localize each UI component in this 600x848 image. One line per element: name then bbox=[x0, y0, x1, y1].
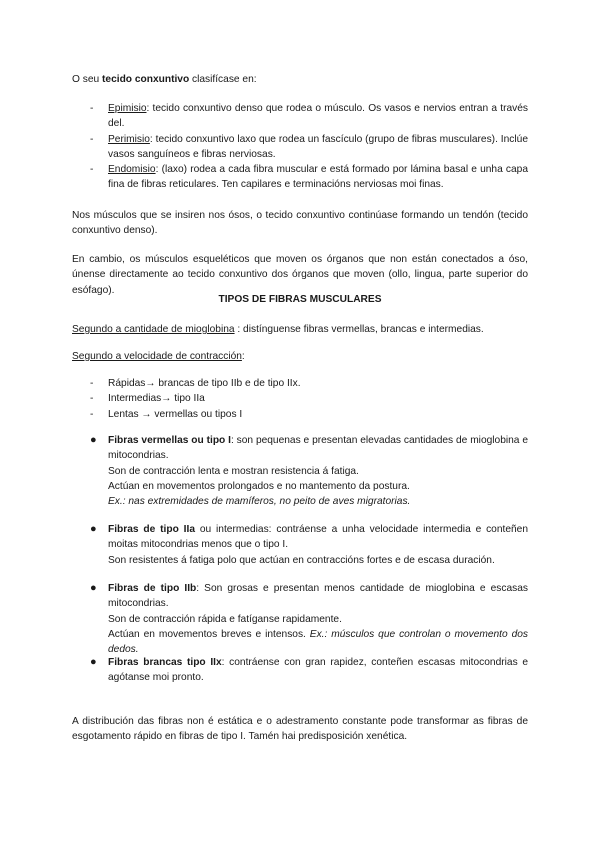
intro-suffix: clasifícase en: bbox=[189, 74, 257, 85]
fiber-type-description: : Son grosas e presentan menos cantidade de mioglobina e escasas mitocondrias. bbox=[108, 583, 528, 610]
dash-marker: - bbox=[90, 378, 94, 389]
intro-paragraph bbox=[72, 72, 528, 87]
speed-suffix: : bbox=[241, 351, 245, 362]
definition-perimisio: : tecido conxuntivo laxo que rodea un fascículo (grupo de fibras musculares). Inclúe vasos sanguíneos e fibras nerviosas. bbox=[108, 133, 528, 160]
dash-marker: - bbox=[90, 408, 94, 420]
list-item-fast bbox=[90, 376, 528, 391]
speed-label: Segundo a velocidade de contracción bbox=[72, 351, 242, 362]
list-item-intermediate bbox=[90, 391, 528, 406]
fiber-type-description: : contráense con gran rapidez, conteñen escasas mitocondrias e agótanse moi pronto. bbox=[108, 657, 528, 684]
speed-classification bbox=[72, 349, 528, 364]
fiber-type-white bbox=[90, 655, 528, 686]
section-title: TIPOS DE FIBRAS MUSCULARES bbox=[218, 294, 382, 305]
bullet-icon: ● bbox=[90, 434, 97, 446]
fiber-type-title: Fibras de tipo IIb bbox=[108, 583, 197, 594]
definition-epimisio: : tecido conxuntivo denso que rodea o músculo. Os vasos e nervios entran a través del. bbox=[108, 103, 528, 130]
speed-list bbox=[90, 376, 528, 422]
fiber-type-item bbox=[90, 581, 528, 657]
paragraph-tendon: Nos músculos que se insiren nos ósos, o tecido conxuntivo continúase formando un tendón (tecido conxuntivo denso). bbox=[72, 210, 528, 237]
term-perimisio: Perimisio bbox=[108, 133, 150, 145]
fiber-type-title: Fibras brancas tipo IIx bbox=[108, 657, 222, 668]
fiber-type-title: Fibras vermellas ou tipo I bbox=[108, 435, 231, 446]
term-epimisio: Epimisio bbox=[108, 103, 147, 114]
list-item-text: Rápidas→ brancas de tipo IIb e de tipo IIx. bbox=[108, 378, 301, 389]
fiber-type-line: Son resistentes á fatiga polo que actúan en contraccións fortes e de escasa duración. bbox=[108, 554, 495, 566]
dash-marker: - bbox=[90, 164, 94, 176]
fiber-type-line: Actúan en movementos prolongados e no mantemento da postura. bbox=[108, 480, 410, 492]
intro-prefix: O seu bbox=[72, 74, 103, 85]
bullet-icon: ● bbox=[90, 523, 97, 535]
myoglobin-classification bbox=[72, 322, 528, 337]
bullet-icon: ● bbox=[90, 656, 97, 668]
fiber-type-example: Ex.: músculos que controlan o movemento dos dedos. bbox=[108, 628, 528, 656]
definition-endomisio: : (laxo) rodea a cada fibra muscular e está formado por lámina basal e unha capa fina de fibras reticulares. Ten capilares e terminacións nerviosas moi finas. bbox=[108, 164, 528, 191]
fiber-type-description: ou intermedias: contráense a unha velocidade intermedia e conteñen moitas mitocondrias menos que o tipo I. bbox=[108, 524, 529, 551]
fiber-type-example: Ex.: nas extremidades de mamíferos, no peito de aves migratorias. bbox=[108, 496, 411, 508]
intro-bold-term: tecido conxuntivo bbox=[102, 74, 190, 85]
list-item-text: Lentas → vermellas ou tipos I bbox=[108, 408, 243, 420]
list-item-epimisio bbox=[90, 101, 528, 132]
term-endomisio: Endomisio bbox=[108, 164, 156, 176]
fiber-type-description: : son pequenas e presentan elevadas cantidades de mioglobina e mitocondrias. bbox=[108, 435, 528, 462]
dash-marker: - bbox=[90, 393, 94, 405]
dash-marker: - bbox=[90, 133, 94, 145]
fiber-type-item bbox=[90, 522, 528, 568]
fiber-type-line: Actúan en movementos breves e intensos. bbox=[108, 628, 310, 640]
list-item-slow bbox=[90, 407, 528, 422]
dash-marker: - bbox=[90, 103, 94, 114]
closing-paragraph: A distribución das fibras non é estática e o adestramento constante pode transformar as fibras de esgotamento rápido en fibras de tipo I. Tamén hai predisposición xenética. bbox=[72, 716, 528, 743]
list-item-text: Intermedias→ tipo IIa bbox=[108, 393, 205, 405]
myoglobin-label: Segundo a cantidade de mioglobina bbox=[72, 324, 235, 335]
myoglobin-text: : distínguense fibras vermellas, brancas e intermedias. bbox=[234, 324, 484, 335]
fiber-type-title: Fibras de tipo IIa bbox=[108, 524, 195, 535]
fiber-type-item bbox=[90, 433, 528, 509]
fiber-type-line: Son de contracción rápida e fatíganse rapidamente. bbox=[108, 613, 342, 625]
connective-layers-list bbox=[90, 101, 528, 193]
paragraph-organs: En cambio, os músculos esqueléticos que moven os órganos que non están conectados a óso, únense directamente ao tecido conxuntivo dos órganos que moven (ollo, lingua, parte superior do esófago). bbox=[72, 254, 528, 296]
fiber-type-red bbox=[90, 433, 528, 509]
fiber-type-iia bbox=[90, 522, 528, 568]
fiber-type-line: Son de contracción lenta e mostran resistencia á fatiga. bbox=[108, 465, 359, 477]
bullet-icon: ● bbox=[90, 582, 97, 594]
list-item-endomisio bbox=[90, 162, 528, 193]
fiber-type-item bbox=[90, 655, 528, 686]
list-item-perimisio bbox=[90, 132, 528, 163]
fiber-type-iib bbox=[90, 581, 528, 657]
